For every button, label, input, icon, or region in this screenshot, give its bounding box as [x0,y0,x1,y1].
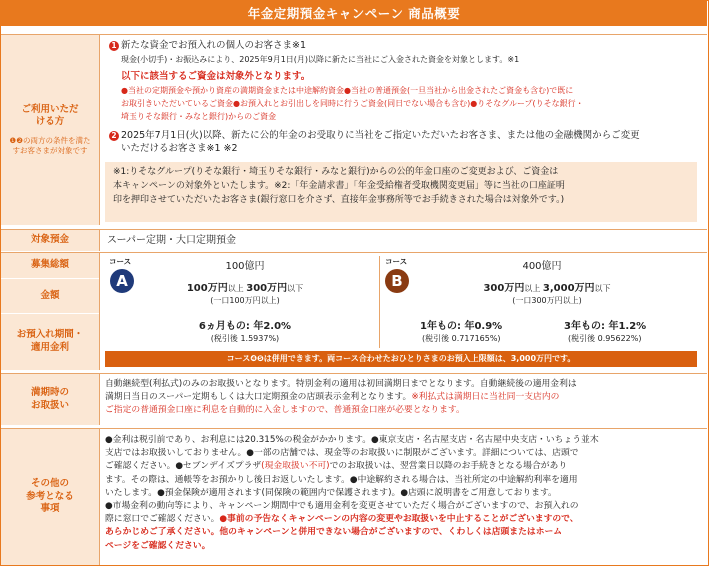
other-label [1,429,100,565]
courses-label-column [1,253,100,370]
note-line-1: ※1:りそなグループ(りそな銀行・埼玉りそな銀行・みなと銀行)からの公的年金口座のご変更および、ご資金は [113,167,559,177]
other-line-2: 支店ではお取扱いしておりません。●一部の店舗では、現金等のお取扱いに制限がございます。詳細については、店頭で [105,448,579,459]
other-row [1,428,707,565]
course-a-word: コース [109,257,132,266]
other-line-3a: ご確認ください。●セブンデイズプラザ [105,461,262,472]
maturity-line-1: 自動継続型(利払式)のみのお取扱いとなります。特別金利の適用は初回満期日までとなります。自動継続後の適用金利は [105,379,577,389]
course-b-unit: (一口300万円以上) [512,296,582,305]
item1-head: 新たな資金でお預入れの個人のお客さま※1 [121,40,307,51]
course-a-badge: A [110,269,134,293]
product-row [1,229,707,251]
other-line-8: あらかじめご了承ください。他のキャンペーンと併用できない場合がございますので、くわしくは店頭またはホーム [105,527,563,538]
other-line-9: ページをご確認ください。 [105,540,211,551]
course-b-word: コース [385,257,408,266]
course-a [105,256,377,350]
page-title: 年金定期預金キャンペーン 商品概要 [1,1,707,26]
course-b-rate-3y: 3年もの: 年1.2% [564,321,647,332]
combined-limit-band: コース❹❺は併用できます。両コース合わせたおひとりさまのお預入上限額は、3,000万円です。 [105,351,697,367]
other-line-3 [105,460,703,473]
other-line-6: ●市場金利の動向等により、キャンペーン期間中でも適用金利を変更させていただく場合がございますので、お預入れの [105,500,579,511]
eligibility-row [1,34,707,225]
eligibility-item-2 [109,130,640,143]
course-a-rate-after-tax: (税引後 1.5937%) [210,334,280,343]
excluded-line-1: ●当社の定期預金や預かり資産の満期資金または中途解約資金●当社の普通預金(一旦当社から出金されたご資金も含む)で既に [121,86,574,95]
course-b [382,256,702,350]
courses-content [105,253,703,370]
note-line-3: 印を押印させていただいたお客さま(銀行窓口を介さず、直接年金事務所等でお手続きされた場合は対象外です。) [113,194,565,205]
course-a-rate: 6ヵ月もの: 年2.0% [198,321,292,332]
course-b-amount-min: 300万円 [483,283,525,294]
other-label-line-1: その他の [30,477,69,489]
excluded-line-3: 埼玉りそな銀行・みなと銀行)からのご資金 [121,112,277,121]
maturity-line-2b: ※利払式は満期日に当社同一支店内の [411,392,560,403]
course-a-unit: (一口100万円以上) [210,296,280,305]
course-b-amount-above: 以上 [524,284,543,293]
other-line-7a: 際に窓口でご確認ください。 [105,514,220,525]
maturity-label [1,374,100,425]
maturity-content [105,378,703,425]
course-b-amount [427,282,667,296]
product-label: 対象預金 [1,230,100,251]
number-badge-2: 2 [109,131,119,141]
eligibility-note-box [105,162,697,222]
excluded-head: 以下に該当するご資金は対象外となります。 [121,71,311,82]
course-a-amount-above: 以上 [227,284,247,293]
product-value: スーパー定期・大口定期預金 [107,234,236,246]
other-label-line-2: 参考となる [26,490,74,502]
label-amount: 金額 [1,279,99,313]
eligibility-label-title: ご利用いただける方 [21,103,79,127]
label-period-line-1: お預入れ期間・ [16,329,84,341]
eligibility-item-1 [109,40,306,53]
course-b-badge: B [385,269,409,293]
maturity-line-2a: 満期日当日のスーパー定期もしくは大口定期預金の店頭表示金利となります。 [105,392,412,403]
excluded-line-2: お取引きいただいているご資金●お預入れとお引出しを同時に行うご資金(同日でない場合も含む)●りそなグループ(りそな銀行・ [121,99,584,108]
course-a-amount-below: 以下 [287,284,304,293]
maturity-row [1,373,707,425]
eligibility-label-sub: ❶❷の両方の条件を満たすお客さまが対象です [9,136,91,156]
courses-row [1,252,707,370]
other-line-3c: でのお取扱いは、翌営業日以降のお手続きとなる場合があり [329,461,568,472]
course-a-amount [145,282,345,296]
eligibility-content [105,35,703,225]
label-total: 募集総額 [1,253,99,278]
course-b-rate-1y: 1年もの: 年0.9% [420,321,503,332]
item2-line-1: 2025年7月1日(火)以降、新たに公的年金のお受取りに当社をご指定いただいたお客さま、または他の金融機関からご変更 [121,130,640,141]
course-b-rate-3y-after-tax: (税引後 0.95622%) [568,334,642,343]
label-period-line-2: 適用金利 [30,342,69,353]
course-b-rate-1y-after-tax: (税引後 0.717165%) [422,334,501,343]
note-line-2: 本キャンペーンの対象外といたします。※2:「年金請求書」「年金受給権者受取機関変更届」等に当社の口座証明 [113,180,565,191]
course-a-amount-max: 300万円 [246,283,288,294]
item2-line-2: いただけるお客さま※1 ※2 [121,143,238,154]
other-line-4: ます。その際は、通帳等をお預かりし後日お返しいたします。●中途解約される場合は、当社所定の中途解約利率を適用 [105,474,578,485]
maturity-line-3: ご指定の普通預金口座に利息を自動的に入金しますので、普通預金口座が必要となります。 [105,405,465,416]
course-b-amount-below: 以下 [594,284,611,293]
other-line-1: ●金利は税引前であり、お利息には20.315%の税金がかかります。●東京支店・名古屋支店・名古屋中央支店・いちょう並木 [105,435,599,445]
other-line-7 [105,513,703,526]
label-period [1,314,99,370]
maturity-label-line-1: 満期時の [30,386,69,398]
course-b-amount-max: 3,000万円 [542,283,595,294]
number-badge-1: 1 [109,41,119,51]
course-a-total: 100億円 [225,261,265,272]
maturity-label-line-2: お取扱い [30,399,69,411]
item1-sub: 現金(小切手)・お振込みにより、2025年9月1日(月)以降に新たに当社にご入金された資金を対象とします。※1 [121,55,520,64]
course-a-amount-min: 100万円 [186,283,228,294]
other-label-line-3: 事項 [40,503,60,515]
other-line-5: いたします。●預金保険が適用されます(同保険の範囲内で保護されます)。●店頭に説明書をご用意しております。 [105,487,557,498]
maturity-line-2 [105,391,703,404]
other-content [105,434,703,565]
eligibility-label [1,35,100,225]
course-divider [379,256,380,348]
other-line-3b: (現金取扱い不可) [261,461,330,472]
other-line-7b: ●事前の予告なくキャンペーンの内容の変更やお取扱いを中止することがございますので、 [219,514,579,525]
course-b-total: 400億円 [522,261,562,272]
